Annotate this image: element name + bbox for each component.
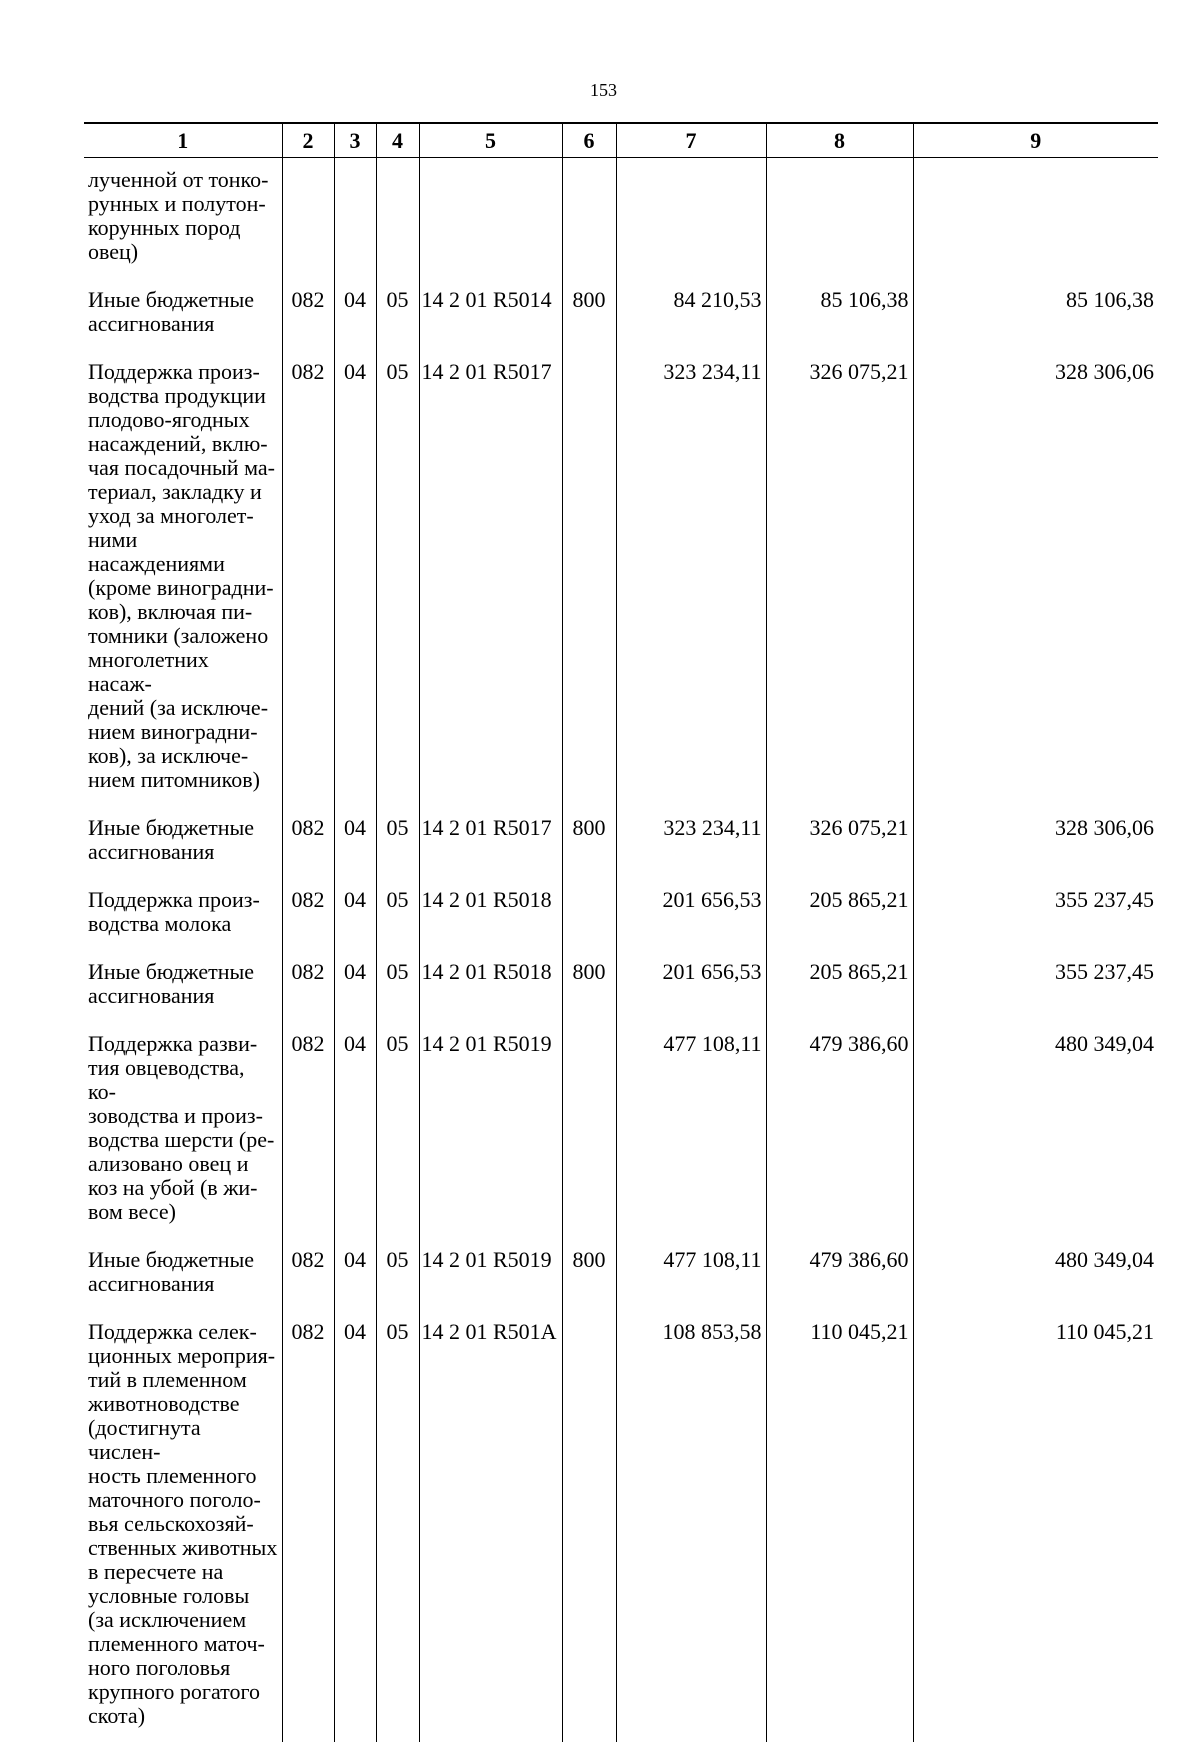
subsection-code-cell: 05 <box>376 278 419 350</box>
amount-year-3-cell: 328 306,06 <box>913 806 1158 878</box>
target-article-cell: 14 2 01 R5019 <box>419 1238 562 1310</box>
target-article-cell: 14 2 01 R5018 <box>419 878 562 950</box>
section-code-cell: 04 <box>334 1022 376 1238</box>
section-code-cell <box>334 158 376 279</box>
section-code-cell: 04 <box>334 950 376 1022</box>
amount-year-3-cell: 355 237,45 <box>913 878 1158 950</box>
table-row <box>84 1022 1158 1238</box>
table-row <box>84 878 1158 950</box>
ministry-code-cell <box>282 158 334 279</box>
amount-year-2-cell <box>766 158 913 279</box>
item-name-cell: Иные бюджетные ассигнования <box>88 287 255 336</box>
amount-year-1-cell <box>616 158 766 279</box>
amount-year-2-cell: 479 386,60 <box>766 1022 913 1238</box>
column-header: 5 <box>419 123 562 158</box>
item-name-cell: Иные бюджетные ассигнования <box>88 815 255 864</box>
subsection-code-cell: 05 <box>376 1238 419 1310</box>
amount-year-1-cell: 477 108,11 <box>616 1238 766 1310</box>
target-article-cell: 14 2 01 R501A <box>419 1310 562 1742</box>
target-article-cell: 14 2 01 R5017 <box>419 806 562 878</box>
expense-type-cell: 800 <box>562 278 616 350</box>
page-number: 153 <box>590 80 617 100</box>
ministry-code-cell: 082 <box>282 1238 334 1310</box>
subsection-code-cell: 05 <box>376 950 419 1022</box>
amount-year-2-cell: 205 865,21 <box>766 878 913 950</box>
budget-table <box>84 122 1158 1742</box>
target-article-cell <box>419 158 562 279</box>
subsection-code-cell <box>376 158 419 279</box>
column-header: 8 <box>766 123 913 158</box>
item-name-cell: Иные бюджетные ассигнования <box>88 1247 255 1296</box>
item-name-cell: лученной от тонко- рунных и полутон- корунных пород овец) <box>88 167 269 264</box>
column-header: 7 <box>616 123 766 158</box>
amount-year-2-cell: 479 386,60 <box>766 1238 913 1310</box>
expense-type-cell: 800 <box>562 1238 616 1310</box>
subsection-code-cell: 05 <box>376 1022 419 1238</box>
expense-type-cell <box>562 1022 616 1238</box>
amount-year-2-cell: 85 106,38 <box>766 278 913 350</box>
item-name-cell: Поддержка произ- водства продукции плодово-ягодных насаждений, вклю- чая посадочный ма- териал, закладку и уход за многолет- ними насаждениями (кроме виноградни- ков), включая пи- томники (заложено многолетних насаж- дений (за исключе- нием виноградни- ков), за исключе- нием питомников) <box>88 359 275 792</box>
amount-year-1-cell: 108 853,58 <box>616 1310 766 1742</box>
expense-type-cell: 800 <box>562 806 616 878</box>
amount-year-1-cell: 323 234,11 <box>616 806 766 878</box>
amount-year-2-cell: 110 045,21 <box>766 1310 913 1742</box>
amount-year-3-cell: 328 306,06 <box>913 350 1158 806</box>
table-row <box>84 350 1158 806</box>
amount-year-3-cell: 85 106,38 <box>913 278 1158 350</box>
column-header: 3 <box>334 123 376 158</box>
table-row <box>84 158 1158 279</box>
table-row <box>84 1310 1158 1742</box>
ministry-code-cell: 082 <box>282 278 334 350</box>
section-code-cell: 04 <box>334 878 376 950</box>
section-code-cell: 04 <box>334 1310 376 1742</box>
subsection-code-cell: 05 <box>376 1310 419 1742</box>
table-row <box>84 278 1158 350</box>
expense-type-cell <box>562 350 616 806</box>
amount-year-1-cell: 477 108,11 <box>616 1022 766 1238</box>
column-header: 2 <box>282 123 334 158</box>
amount-year-2-cell: 326 075,21 <box>766 350 913 806</box>
target-article-cell: 14 2 01 R5019 <box>419 1022 562 1238</box>
expense-type-cell <box>562 158 616 279</box>
amount-year-3-cell <box>913 158 1158 279</box>
column-header: 9 <box>913 123 1158 158</box>
table-row <box>84 806 1158 878</box>
target-article-cell: 14 2 01 R5017 <box>419 350 562 806</box>
amount-year-1-cell: 201 656,53 <box>616 878 766 950</box>
table-row <box>84 1238 1158 1310</box>
amount-year-3-cell: 480 349,04 <box>913 1022 1158 1238</box>
section-code-cell: 04 <box>334 350 376 806</box>
amount-year-2-cell: 205 865,21 <box>766 950 913 1022</box>
target-article-cell: 14 2 01 R5018 <box>419 950 562 1022</box>
amount-year-1-cell: 201 656,53 <box>616 950 766 1022</box>
ministry-code-cell: 082 <box>282 950 334 1022</box>
amount-year-3-cell: 480 349,04 <box>913 1238 1158 1310</box>
table-row <box>84 950 1158 1022</box>
amount-year-1-cell: 84 210,53 <box>616 278 766 350</box>
ministry-code-cell: 082 <box>282 878 334 950</box>
column-header: 1 <box>84 123 282 158</box>
expense-type-cell <box>562 878 616 950</box>
section-code-cell: 04 <box>334 278 376 350</box>
section-code-cell: 04 <box>334 806 376 878</box>
table-header-row <box>84 123 1158 158</box>
ministry-code-cell: 082 <box>282 350 334 806</box>
expense-type-cell: 800 <box>562 950 616 1022</box>
column-header: 6 <box>562 123 616 158</box>
amount-year-2-cell: 326 075,21 <box>766 806 913 878</box>
subsection-code-cell: 05 <box>376 878 419 950</box>
expense-type-cell <box>562 1310 616 1742</box>
amount-year-1-cell: 323 234,11 <box>616 350 766 806</box>
amount-year-3-cell: 110 045,21 <box>913 1310 1158 1742</box>
ministry-code-cell: 082 <box>282 806 334 878</box>
target-article-cell: 14 2 01 R5014 <box>419 278 562 350</box>
subsection-code-cell: 05 <box>376 806 419 878</box>
item-name-cell: Иные бюджетные ассигнования <box>88 959 255 1008</box>
ministry-code-cell: 082 <box>282 1022 334 1238</box>
subsection-code-cell: 05 <box>376 350 419 806</box>
amount-year-3-cell: 355 237,45 <box>913 950 1158 1022</box>
ministry-code-cell: 082 <box>282 1310 334 1742</box>
column-header: 4 <box>376 123 419 158</box>
item-name-cell: Поддержка разви- тия овцеводства, ко- зоводства и произ- водства шерсти (ре- ализовано овец и коз на убой (в жи- вом весе) <box>88 1031 275 1224</box>
item-name-cell: Поддержка селек- ционных мероприя- тий в племенном животноводстве (достигнута числен- ность племенного маточного поголо- вья сельскохозяй- ственных животных в пересчете на условные головы (за исключением племенного маточ- ного поголовья крупного рогатого скота) <box>88 1319 278 1728</box>
item-name-cell: Поддержка произ- водства молока <box>88 887 260 936</box>
section-code-cell: 04 <box>334 1238 376 1310</box>
